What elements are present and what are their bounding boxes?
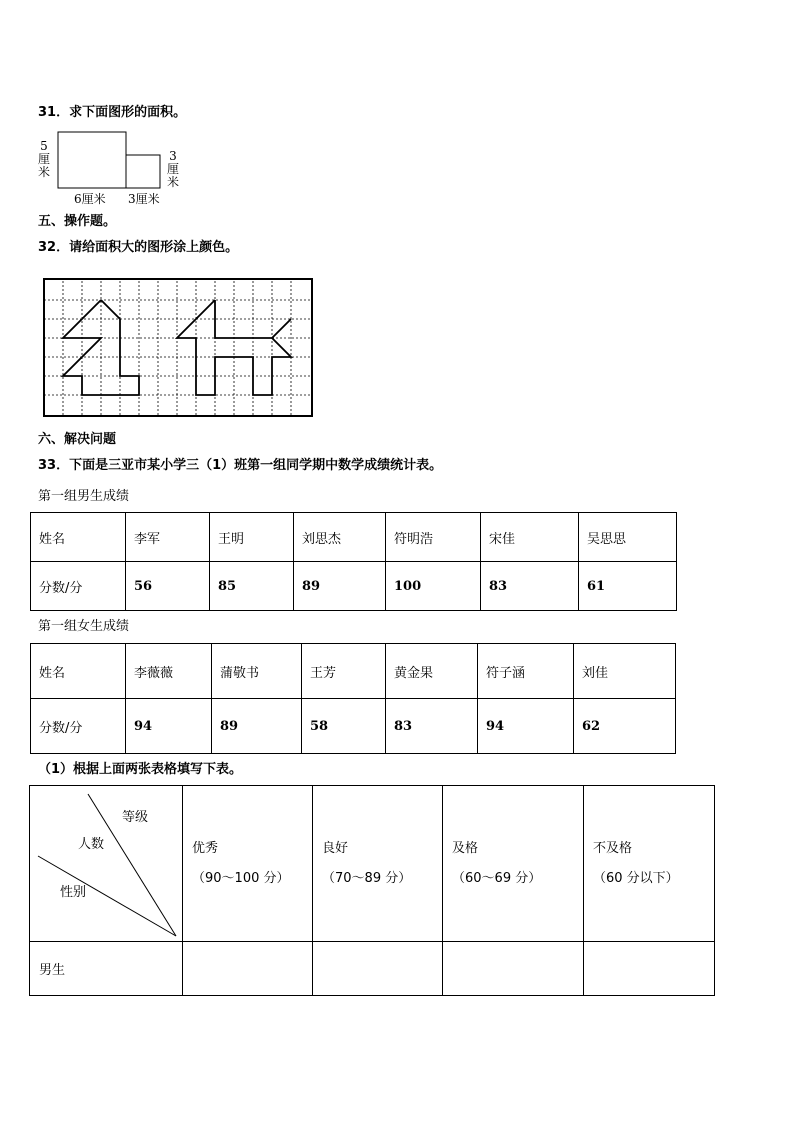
score-cell: 56 <box>126 562 210 611</box>
section-5-heading: 五、操作题。 <box>38 214 117 229</box>
big-rectangle <box>58 132 126 188</box>
row-label-cell: 分数/分 <box>31 562 126 611</box>
table-row <box>31 562 677 611</box>
diagonal-lines <box>30 786 183 942</box>
answer-cell[interactable] <box>183 942 313 996</box>
score-cell: 89 <box>212 699 302 754</box>
q33-title: 33．下面是三亚市某小学三（1）班第一组同学期中数学成绩统计表。 <box>38 458 443 473</box>
left-shape <box>63 300 139 395</box>
small-square <box>126 155 160 188</box>
grade-statistics-table <box>29 785 715 996</box>
header-cell: 符明浩 <box>386 513 481 562</box>
header-cell: 吴思思 <box>579 513 677 562</box>
corner-label-count: 人数 <box>78 837 105 852</box>
grid-border <box>44 279 312 416</box>
corner-label-gender: 性别 <box>60 885 87 900</box>
header-cell: 宋佳 <box>481 513 579 562</box>
q32-title: 32．请给面积大的图形涂上颜色。 <box>38 240 239 255</box>
level-header-pass <box>443 786 584 942</box>
level-range: （60 分以下） <box>593 870 679 886</box>
row-label-cell: 分数/分 <box>31 699 126 754</box>
section-6-heading: 六、解决问题 <box>38 432 117 447</box>
score-cell: 83 <box>481 562 579 611</box>
label-height-small: 3厘米 <box>166 149 179 189</box>
header-cell: 刘佳 <box>574 644 676 699</box>
corner-label-level: 等级 <box>122 810 149 825</box>
score-cell: 94 <box>478 699 574 754</box>
score-cell: 85 <box>210 562 294 611</box>
level-range: （70～89 分） <box>322 870 412 886</box>
score-cell: 94 <box>126 699 212 754</box>
header-cell: 王芳 <box>302 644 386 699</box>
header-cell: 黄金果 <box>386 644 478 699</box>
label-width-small: 3厘米 <box>128 192 160 206</box>
diagonal-header-cell <box>30 786 183 942</box>
row-label-boys: 男生 <box>30 942 183 996</box>
table-row <box>31 644 676 699</box>
score-cell: 58 <box>302 699 386 754</box>
score-cell: 61 <box>579 562 677 611</box>
header-cell: 李薇薇 <box>126 644 212 699</box>
level-name: 及格 <box>452 840 479 856</box>
level-name: 不及格 <box>593 840 633 856</box>
answer-cell[interactable] <box>313 942 443 996</box>
level-name: 优秀 <box>192 840 219 856</box>
label-height-big: 5厘米 <box>37 139 50 179</box>
table-row <box>30 786 715 942</box>
header-cell: 姓名 <box>31 644 126 699</box>
label-width-big: 6厘米 <box>74 192 106 206</box>
score-cell: 100 <box>386 562 481 611</box>
boys-caption: 第一组男生成绩 <box>38 489 130 504</box>
score-cell: 62 <box>574 699 676 754</box>
sub-question-1: （1）根据上面两张表格填写下表。 <box>38 762 243 777</box>
right-shape <box>177 300 291 395</box>
level-name: 良好 <box>322 840 349 856</box>
score-cell: 83 <box>386 699 478 754</box>
level-header-fail <box>584 786 715 942</box>
header-cell: 符子涵 <box>478 644 574 699</box>
table-row <box>30 942 715 996</box>
header-cell: 王明 <box>210 513 294 562</box>
girls-score-table <box>30 643 676 754</box>
girls-caption: 第一组女生成绩 <box>38 619 130 634</box>
level-header-good <box>313 786 443 942</box>
level-range: （60～69 分） <box>452 870 542 886</box>
boys-score-table <box>30 512 677 611</box>
level-range: （90～100 分） <box>192 870 290 886</box>
table-row <box>31 513 677 562</box>
level-header-excellent <box>183 786 313 942</box>
q31-title: 31．求下面图形的面积。 <box>38 105 187 120</box>
table-row <box>31 699 676 754</box>
header-cell: 蒲敬书 <box>212 644 302 699</box>
header-cell: 姓名 <box>31 513 126 562</box>
answer-cell[interactable] <box>584 942 715 996</box>
header-cell: 刘思杰 <box>294 513 386 562</box>
answer-cell[interactable] <box>443 942 584 996</box>
dotted-grid <box>44 281 312 416</box>
score-cell: 89 <box>294 562 386 611</box>
header-cell: 李军 <box>126 513 210 562</box>
